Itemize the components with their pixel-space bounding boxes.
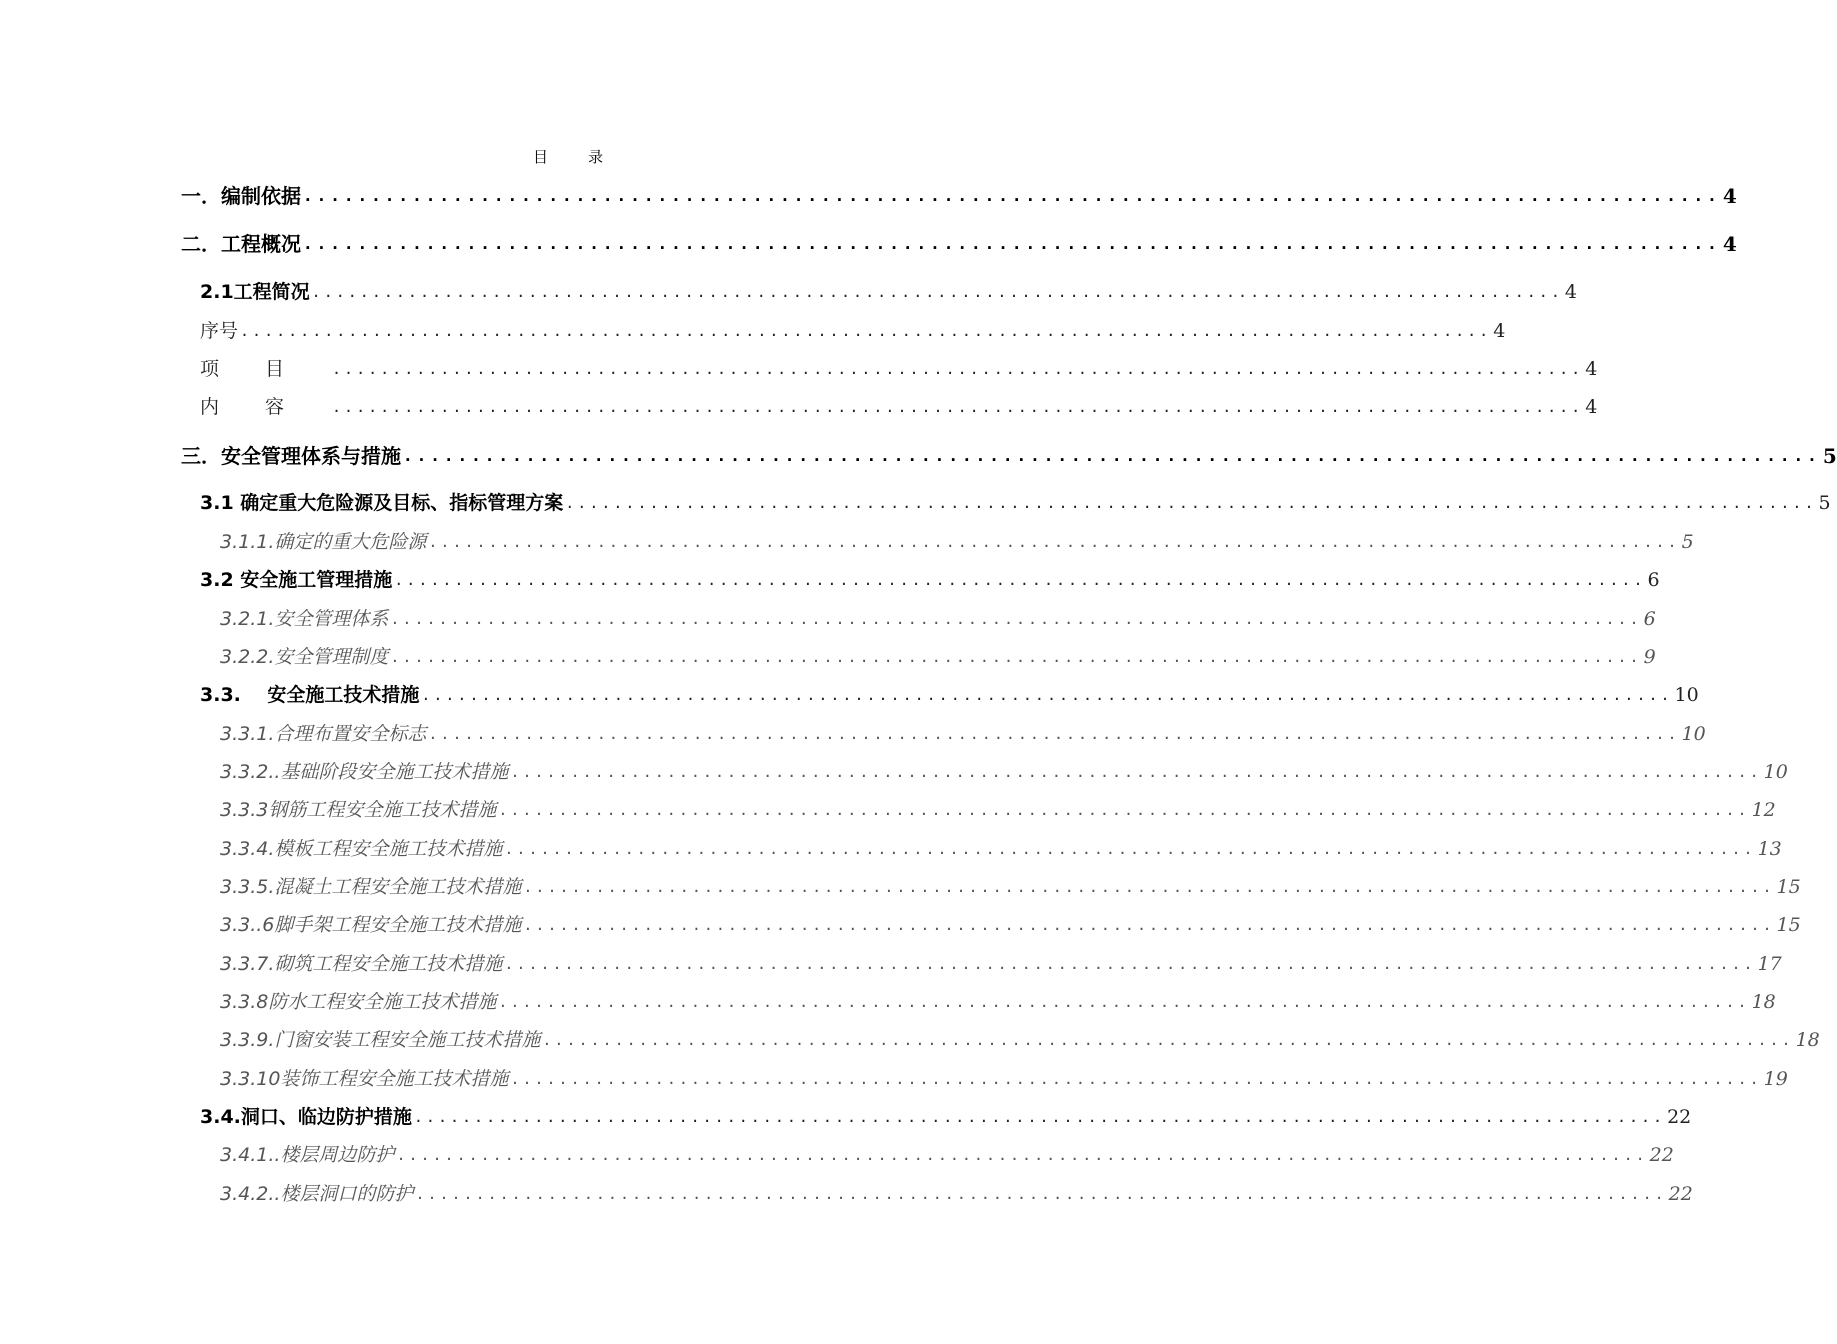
- dot-leader: ........................................................................................................: [504, 955, 1756, 973]
- toc-entry[interactable]: [220, 1141, 1674, 1169]
- toc-entry-page: 10: [1763, 761, 1788, 783]
- toc-entry-page: 4: [1585, 396, 1598, 418]
- dot-leader: ........................................................................................................: [240, 322, 1492, 340]
- toc-entry[interactable]: [200, 355, 1598, 383]
- dot-leader: ........................................................................................................: [510, 763, 1762, 781]
- toc-entry-label: 3.1 确定重大危险源及目标、指标管理方案: [200, 492, 564, 514]
- toc-entry[interactable]: [220, 1026, 1820, 1054]
- toc-entry-page: 22: [1668, 1183, 1693, 1205]
- dot-leader: ........................................................................................................: [428, 533, 1680, 551]
- toc-entry-label: 3.2.1.安全管理体系: [220, 608, 389, 630]
- toc-entry-page: 6: [1647, 569, 1660, 591]
- dot-leader: ........................................................................................................: [413, 1108, 1666, 1126]
- toc-entry-label: 内容: [200, 396, 331, 418]
- toc-entry-page: 15: [1776, 914, 1801, 936]
- toc-entry[interactable]: [200, 393, 1598, 421]
- toc-entry-label: 3.3.10装饰工程安全施工技术措施: [220, 1068, 509, 1090]
- toc-entry[interactable]: [220, 950, 1782, 978]
- dot-leader: ........................................................................................................: [504, 840, 1756, 858]
- dot-leader: ........................................................................................................: [311, 283, 1563, 301]
- toc-entry-page: 5: [1822, 444, 1837, 468]
- page-title: 目录: [532, 148, 643, 166]
- toc-entry[interactable]: [220, 835, 1782, 863]
- dot-leader: ........................................................................................................: [332, 360, 1584, 378]
- toc-entry-label: 三．安全管理体系与措施: [181, 444, 401, 468]
- dot-leader: ........................................................................................................: [428, 725, 1680, 743]
- toc-entry[interactable]: [220, 873, 1801, 901]
- toc-entry[interactable]: [220, 720, 1706, 748]
- dot-leader: ........................................................................................................: [421, 686, 1673, 704]
- toc-entry[interactable]: [220, 1180, 1693, 1208]
- toc-entry[interactable]: [220, 605, 1656, 633]
- toc-entry[interactable]: [220, 796, 1776, 824]
- toc-entry-page: 10: [1674, 684, 1699, 706]
- dot-leader: ........................................................................................................: [523, 916, 1775, 934]
- toc-entry-label: 3.3. 安全施工技术措施: [200, 684, 420, 706]
- toc-entry-label: 3.3.2..基础阶段安全施工技术措施: [220, 761, 509, 783]
- toc-entry[interactable]: [200, 1103, 1692, 1131]
- toc-entry[interactable]: [200, 278, 1577, 306]
- toc-entry-label: 3.2.2.安全管理制度: [220, 646, 389, 668]
- toc-entry[interactable]: [200, 317, 1506, 345]
- toc-entry-label: 3.3.3钢筋工程安全施工技术措施: [220, 799, 497, 821]
- toc-entry-page: 4: [1722, 232, 1737, 256]
- toc-entry-page: 5: [1681, 531, 1694, 553]
- toc-entry-label: 3.1.1.确定的重大危险源: [220, 531, 427, 553]
- toc-entry-label: 一．编制依据: [181, 184, 301, 208]
- toc-entry-label: 3.3.4.模板工程安全施工技术措施: [220, 838, 503, 860]
- toc-entry-page: 22: [1667, 1106, 1692, 1128]
- toc-entry-page: 4: [1585, 358, 1598, 380]
- dot-leader: ........................................................................................................: [390, 648, 1642, 666]
- toc-entry[interactable]: [220, 988, 1776, 1016]
- toc-entry-page: 18: [1795, 1029, 1820, 1051]
- dot-leader: ........................................................................................................: [510, 1070, 1762, 1088]
- toc-entry[interactable]: [181, 441, 1837, 471]
- toc-entry[interactable]: [181, 229, 1737, 259]
- toc-entry-label: 3.3.7.砌筑工程安全施工技术措施: [220, 953, 503, 975]
- toc-entry[interactable]: [181, 181, 1737, 211]
- toc-entry-page: 5: [1818, 492, 1831, 514]
- toc-entry-page: 18: [1751, 991, 1776, 1013]
- toc-entry-page: 15: [1776, 876, 1801, 898]
- toc-entry[interactable]: [220, 1065, 1788, 1093]
- dot-leader: ........................................................................................................: [303, 186, 1721, 205]
- toc-entry[interactable]: [220, 911, 1801, 939]
- toc-entry-page: 9: [1643, 646, 1656, 668]
- dot-leader: ........................................................................................................: [303, 234, 1721, 253]
- toc-entry-label: 二．工程概况: [181, 232, 301, 256]
- dot-leader: ........................................................................................................: [565, 494, 1817, 512]
- dot-leader: ........................................................................................................: [332, 398, 1584, 416]
- dot-leader: ........................................................................................................: [403, 446, 1821, 465]
- toc-entry-label: 项目: [200, 358, 331, 380]
- toc-entry-page: 19: [1763, 1068, 1788, 1090]
- dot-leader: ........................................................................................................: [523, 878, 1775, 896]
- dot-leader: ........................................................................................................: [498, 993, 1750, 1011]
- toc-entry-label: 3.3.1.合理布置安全标志: [220, 723, 427, 745]
- dot-leader: ........................................................................................................: [394, 571, 1646, 589]
- toc-entry-label: 3.4.洞口、临边防护措施: [200, 1106, 412, 1128]
- toc-entry-page: 10: [1681, 723, 1706, 745]
- toc-entry-label: 2.1工程简况: [200, 281, 310, 303]
- toc-entry[interactable]: [220, 528, 1694, 556]
- dot-leader: ........................................................................................................: [415, 1185, 1667, 1203]
- toc-entry-label: 3.3.8防水工程安全施工技术措施: [220, 991, 497, 1013]
- toc-entry-label: 3.2 安全施工管理措施: [200, 569, 393, 591]
- toc-entry-page: 22: [1649, 1144, 1674, 1166]
- dot-leader: ........................................................................................................: [396, 1146, 1648, 1164]
- toc-entry-label: 3.3..6脚手架工程安全施工技术措施: [220, 914, 522, 936]
- toc-entry-page: 13: [1757, 838, 1782, 860]
- toc-entry[interactable]: [200, 681, 1699, 709]
- toc-entry[interactable]: [220, 758, 1788, 786]
- dot-leader: ........................................................................................................: [542, 1031, 1794, 1049]
- toc-entry-page: 4: [1493, 320, 1506, 342]
- toc-entry-page: 4: [1722, 184, 1737, 208]
- dot-leader: ........................................................................................................: [498, 801, 1750, 819]
- dot-leader: ........................................................................................................: [390, 610, 1642, 628]
- toc-entry-page: 17: [1757, 953, 1782, 975]
- toc-entry-label: 3.4.2..楼层洞口的防护: [220, 1183, 414, 1205]
- toc-entry[interactable]: [220, 643, 1656, 671]
- toc-entry-page: 6: [1643, 608, 1656, 630]
- toc-entry-label: 3.4.1..楼层周边防护: [220, 1144, 395, 1166]
- toc-entry-page: 4: [1564, 281, 1577, 303]
- toc-entry-label: 3.3.5.混凝土工程安全施工技术措施: [220, 876, 522, 898]
- toc-entry-label: 3.3.9.门窗安装工程安全施工技术措施: [220, 1029, 541, 1051]
- toc-entry[interactable]: [200, 489, 1831, 517]
- toc-entry[interactable]: [200, 566, 1660, 594]
- toc-entry-page: 12: [1751, 799, 1776, 821]
- toc-entry-label: 序号: [200, 320, 239, 342]
